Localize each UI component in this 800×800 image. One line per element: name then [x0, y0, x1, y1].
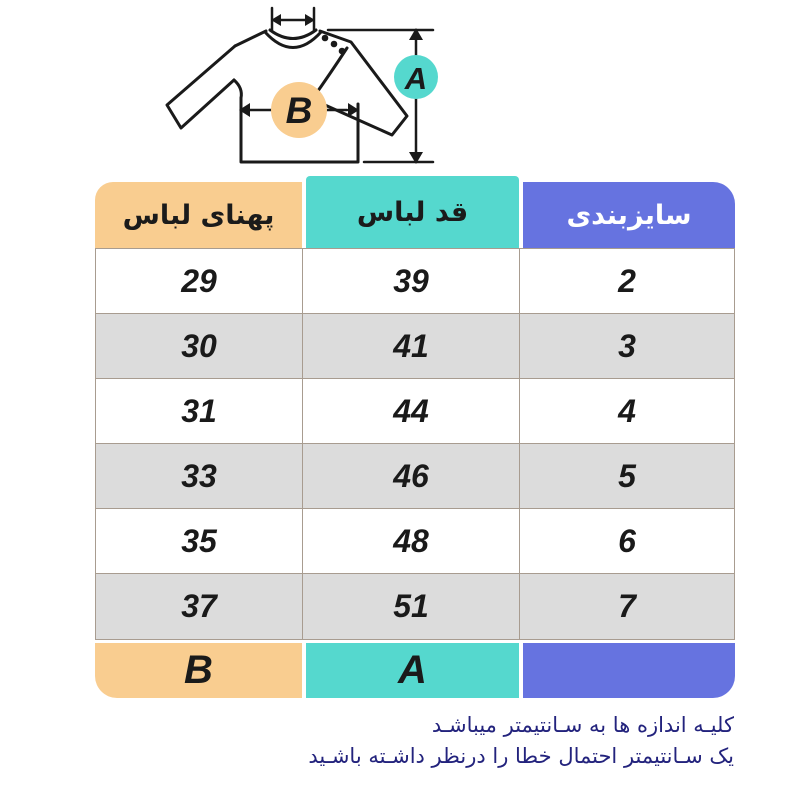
length-cell: 48	[303, 509, 520, 574]
length-cell: 46	[303, 444, 520, 509]
width-cell: 29	[96, 249, 303, 314]
width-cell: 31	[96, 379, 303, 444]
size-cell: 2	[520, 249, 734, 314]
size-cell: 7	[520, 574, 734, 639]
header-length-column: قد لباس	[306, 176, 519, 248]
size-cell: 6	[520, 509, 734, 574]
size-table-body	[95, 248, 735, 640]
footer-width-label: B	[95, 643, 302, 698]
footer-length-label: A	[306, 643, 519, 698]
size-table-footer-row	[95, 643, 735, 698]
width-cell: 35	[96, 509, 303, 574]
length-cell: 41	[303, 314, 520, 379]
width-cell: 33	[96, 444, 303, 509]
note-line-2: یک سـانتیمتر احتمال خطا را درنظر داشـته باشـید	[308, 744, 734, 768]
size-cell: 3	[520, 314, 734, 379]
header-width-column: پهنای لباس	[95, 182, 302, 248]
width-cell: 37	[96, 574, 303, 639]
length-cell: 44	[303, 379, 520, 444]
size-cell: 4	[520, 379, 734, 444]
length-cell: 39	[303, 249, 520, 314]
footer-size-label	[523, 643, 735, 698]
size-cell: 5	[520, 444, 734, 509]
measure-a-badge	[394, 55, 438, 99]
length-cell: 51	[303, 574, 520, 639]
measure-b-label: B	[285, 90, 313, 131]
measure-a-label: A	[404, 61, 428, 96]
measure-b-badge	[271, 82, 327, 138]
measurement-notes	[308, 710, 734, 772]
size-table	[95, 176, 735, 698]
shirt-measurement-diagram	[150, 0, 450, 185]
header-size-column: سایزبندی	[523, 182, 735, 248]
neck-width-arrow	[271, 8, 315, 31]
width-cell: 30	[96, 314, 303, 379]
note-line-1: کلیـه اندازه ها به سـانتیمتر میباشـد	[431, 713, 734, 737]
size-table-header-row	[95, 176, 735, 248]
